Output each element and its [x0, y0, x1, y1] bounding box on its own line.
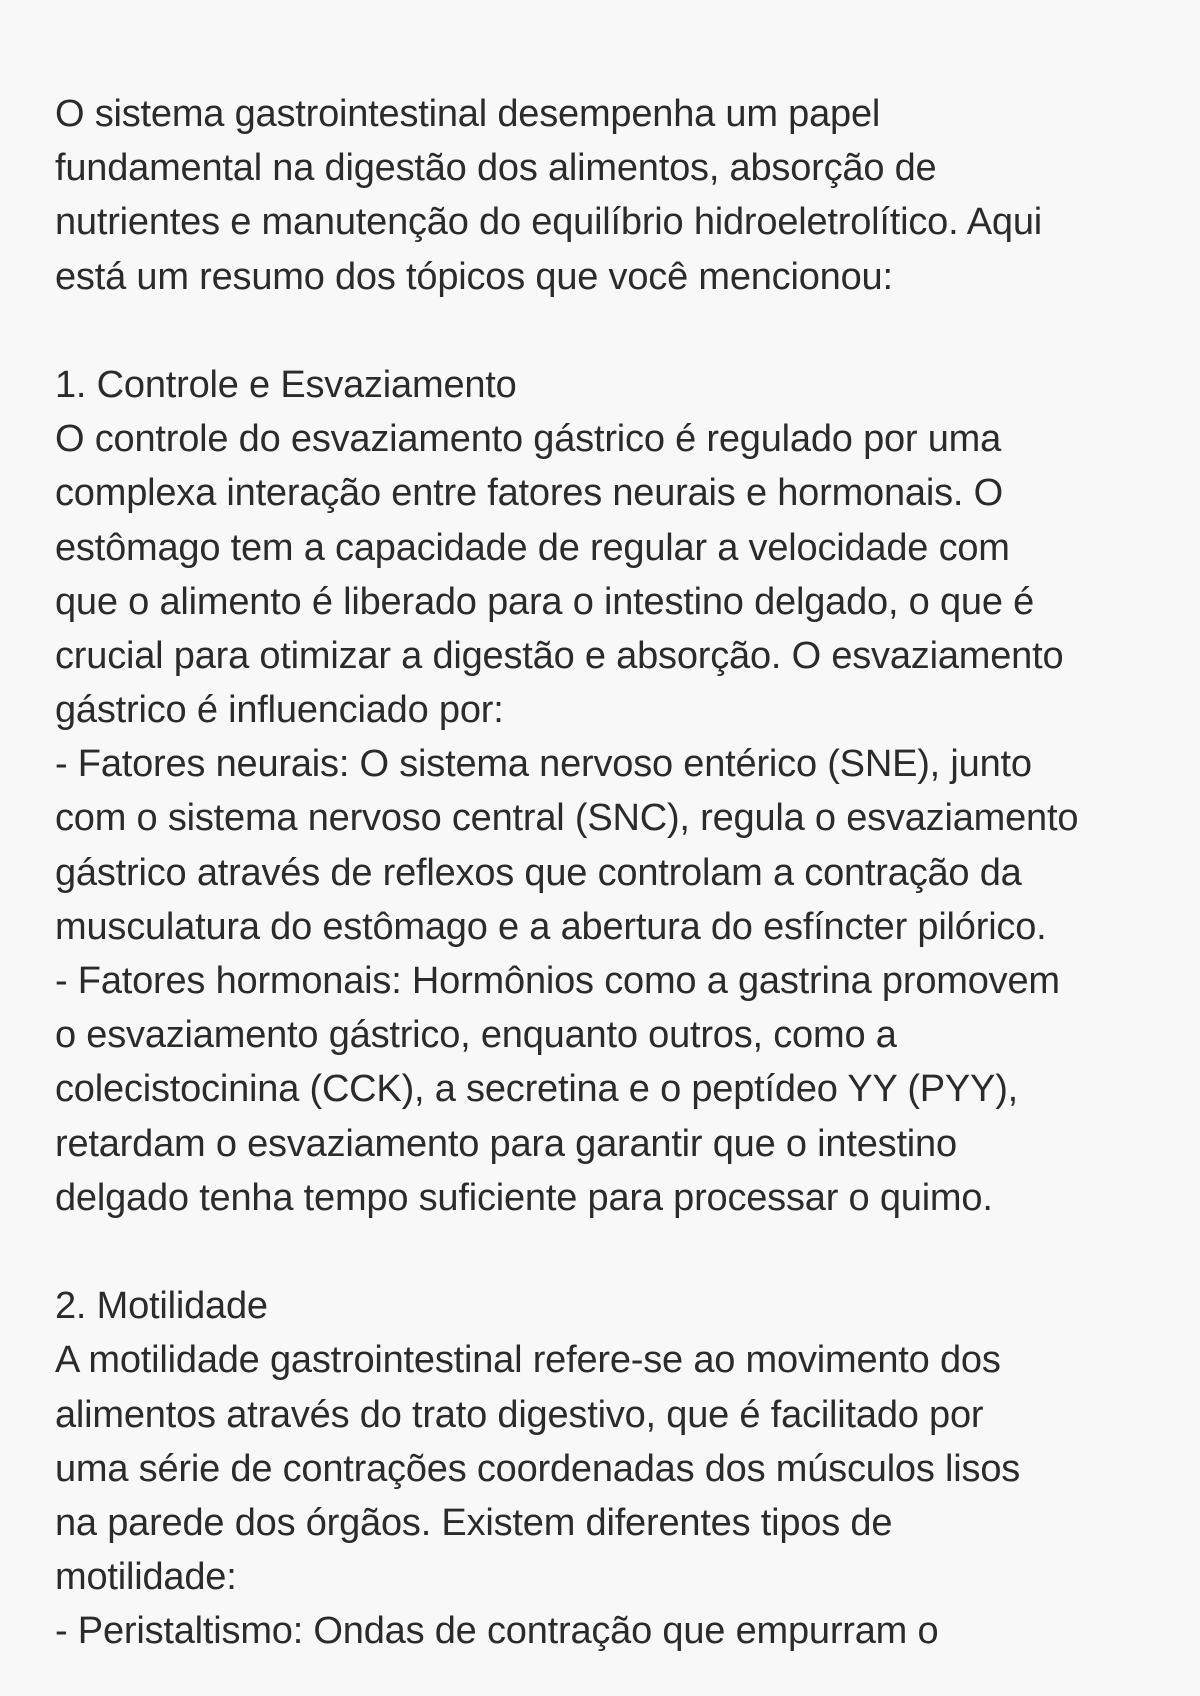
- text-line: que o alimento é liberado para o intestino delgado, o que é: [55, 580, 1035, 623]
- section-controle-esvaziamento: [55, 358, 1175, 1225]
- text-line: gástrico através de reflexos que controlam a contração da: [55, 851, 1022, 894]
- text-line: colecistocinina (CCK), a secretina e o peptídeo YY (PYY),: [55, 1068, 1019, 1111]
- paragraph-spacer: [55, 304, 1175, 358]
- text-line: o esvaziamento gástrico, enquanto outros, como a: [55, 1014, 897, 1057]
- text-line: motilidade:: [55, 1556, 237, 1599]
- paragraph-spacer: [55, 1225, 1175, 1279]
- text-line: alimentos através do trato digestivo, que é facilitado por: [55, 1393, 984, 1436]
- text-line: com o sistema nervoso central (SNC), regula o esvaziamento: [55, 797, 1079, 840]
- text-line: complexa interação entre fatores neurais e hormonais. O: [55, 472, 1003, 515]
- section-heading: 2. Motilidade: [55, 1285, 268, 1328]
- section-motilidade: [55, 1279, 1175, 1658]
- section-heading: 1. Controle e Esvaziamento: [55, 363, 517, 406]
- list-item-neural: - Fatores neurais: O sistema nervoso entérico (SNE), junto: [55, 743, 1032, 786]
- text-line: na parede dos órgãos. Existem diferentes tipos de: [55, 1501, 893, 1544]
- text-line: O sistema gastrointestinal desempenha um papel: [55, 93, 881, 135]
- text-line: gástrico é influenciado por:: [55, 689, 504, 732]
- text-line: retardam o esvaziamento para garantir que o intestino: [55, 1122, 957, 1165]
- text-line: A motilidade gastrointestinal refere-se ao movimento dos: [55, 1339, 1001, 1382]
- text-line: delgado tenha tempo suficiente para processar o quimo.: [55, 1176, 993, 1219]
- document-text: [55, 87, 1175, 1658]
- text-line: estômago tem a capacidade de regular a velocidade com: [55, 526, 1010, 569]
- text-line: nutrientes e manutenção do equilíbrio hidroeletrolítico. Aqui: [55, 201, 1042, 244]
- text-line: crucial para otimizar a digestão e absorção. O esvaziamento: [55, 634, 1064, 677]
- text-line: uma série de contrações coordenadas dos músculos lisos: [55, 1447, 1021, 1490]
- text-line: O controle do esvaziamento gástrico é regulado por uma: [55, 418, 1002, 461]
- list-item-peristaltismo: - Peristaltismo: Ondas de contração que empurram o: [55, 1610, 939, 1653]
- text-line: musculatura do estômago e a abertura do esfíncter pilórico.: [55, 905, 1047, 948]
- text-line: está um resumo dos tópicos que você mencionou:: [55, 255, 893, 298]
- list-item-hormonal: - Fatores hormonais: Hormônios como a gastrina promovem: [55, 960, 1060, 1002]
- text-line: fundamental na digestão dos alimentos, absorção de: [55, 147, 937, 190]
- intro-paragraph: [55, 87, 1175, 304]
